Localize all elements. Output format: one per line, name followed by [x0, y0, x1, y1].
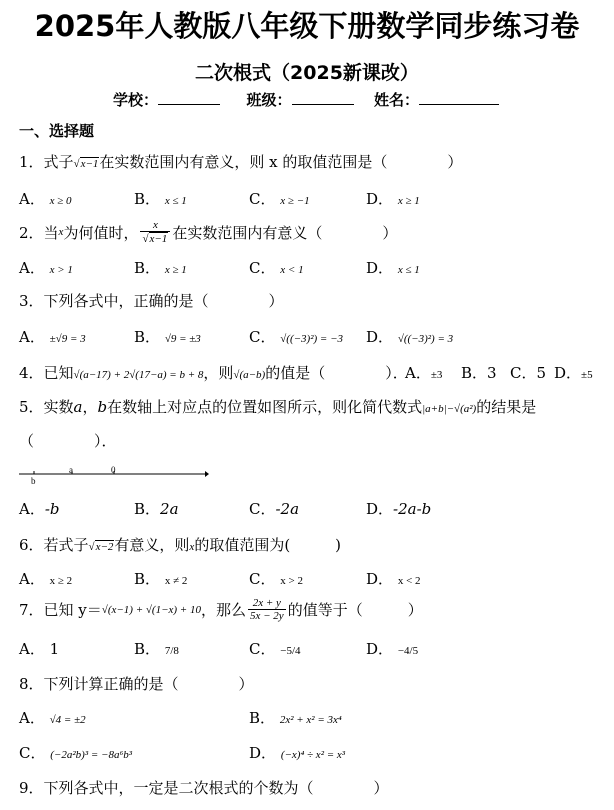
q5-option-a[interactable]: A．-b	[19, 500, 60, 518]
q5-option-c[interactable]: C．-2a	[249, 500, 300, 518]
q7-expression: √(x−1) + √(1−x) + 10	[101, 603, 201, 616]
q2-option-a[interactable]: A． x > 1	[19, 259, 73, 277]
q2-option-c[interactable]: C． x < 1	[249, 259, 304, 277]
q5-option-d[interactable]: D．-2a-b	[366, 500, 432, 518]
student-info-line	[113, 89, 499, 110]
question-9-stem: 9．下列各式中，一定是二次根式的个数为（ ）	[19, 779, 389, 797]
question-7-stem: 7．已知 y＝ √(x−1) + √(1−x) + 10 ，那么 $\frac{2x + y}{5x - 2y}$ 的值等于（ ）	[19, 597, 423, 622]
q6-option-c[interactable]: C． x > 2	[249, 570, 303, 588]
question-8-stem: 8．下列计算正确的是（ ）	[19, 675, 254, 693]
school-label: 学校：	[113, 91, 159, 109]
q6-option-a[interactable]: A． x ≥ 2	[19, 570, 73, 588]
q3-option-d[interactable]: D． √((−3)²) = 3	[366, 328, 454, 346]
q4-option-d[interactable]: D．±5	[554, 364, 593, 382]
q4-expression-2: √(a−b)	[233, 369, 266, 381]
class-blank[interactable]	[292, 90, 354, 105]
q7-option-a[interactable]: A． 1	[19, 640, 60, 658]
q8-option-b[interactable]: B． 2x² + x² = 3x⁴	[249, 709, 342, 727]
class-label: 班级：	[246, 91, 292, 109]
section-heading: 一、选择题	[19, 122, 95, 140]
axis-label-b: b	[31, 476, 36, 486]
q8-option-a[interactable]: A． √4 = ±2	[19, 709, 86, 727]
q7-option-b[interactable]: B． 7/8	[134, 640, 179, 658]
q2-var: x	[58, 226, 64, 238]
q3-option-a[interactable]: A． ±√9 = 3	[19, 328, 86, 346]
q4-option-b[interactable]: B．3	[461, 364, 497, 382]
q2-text-c: 在实数范围内有意义（ ）	[172, 223, 398, 242]
q3-option-c[interactable]: C． √((−3)²) = −3	[249, 328, 344, 346]
document-subtitle: 二次根式（2025新课改）	[195, 62, 419, 84]
q1-option-d[interactable]: D． x ≥ 1	[366, 190, 420, 208]
question-3-stem: 3．下列各式中，正确的是（ ）	[19, 292, 284, 310]
question-5-stem: 5．实数a，b在数轴上对应点的位置如图所示，则化简代数式|a+b|−√(a²)的结果是	[19, 398, 537, 416]
q2-fraction: $\frac{x}{√x-1}$	[140, 219, 170, 245]
question-5-stem-cont: （ ）．	[19, 432, 117, 450]
q8-option-c[interactable]: C． (−2a²b)³ = −8a⁶b³	[19, 744, 133, 762]
q3-option-b[interactable]: B． √9 = ±3	[134, 328, 201, 346]
number-line-arrow	[205, 471, 209, 477]
number-line-figure	[19, 466, 209, 488]
q5-option-b[interactable]: B．2a	[134, 500, 179, 518]
question-2-stem	[19, 219, 397, 245]
q7-fraction: $\frac{2x + y}{5x - 2y}$	[250, 597, 284, 622]
question-6-stem: 6．若式子√x−2有意义，则x的取值范围为( )	[19, 536, 342, 554]
q6-option-b[interactable]: B． x ≠ 2	[134, 570, 188, 588]
school-blank[interactable]	[158, 90, 220, 105]
q2-option-d[interactable]: D． x ≤ 1	[366, 259, 420, 277]
document-title: 2025年人教版八年级下册数学同步练习卷	[34, 9, 580, 43]
q6-option-d[interactable]: D． x < 2	[366, 570, 421, 588]
q2-text-b: 为何值时，	[63, 223, 139, 242]
question-1-stem	[19, 151, 462, 172]
q1-option-b[interactable]: B． x ≤ 1	[134, 190, 187, 208]
q1-text-a: 1．式子	[19, 153, 74, 171]
q7-option-c[interactable]: C． −5/4	[249, 640, 301, 658]
name-blank[interactable]	[419, 90, 499, 105]
q1-option-a[interactable]: A． x ≥ 0	[19, 190, 72, 208]
question-4-stem: 4．已知√(a−17) + 2√(17−a) = b + 8，则√(a−b)的值是（ ）．	[19, 364, 408, 382]
name-label: 姓名：	[373, 91, 419, 109]
q4-option-a[interactable]: A．±3	[405, 364, 443, 382]
axis-label-0: 0	[111, 466, 116, 475]
q4-option-c[interactable]: C．5	[510, 364, 547, 382]
q5-expression: |a+b|−√(a²)	[422, 403, 477, 415]
q2-text-a: 2．当	[19, 223, 59, 242]
q4-expression: √(a−17) + 2√(17−a) = b + 8	[73, 369, 204, 381]
q1-option-c[interactable]: C． x ≥ −1	[249, 190, 310, 208]
q7-option-d[interactable]: D． −4/5	[366, 640, 419, 658]
q1-text-b: 在实数范围内有意义，则 x 的取值范围是（ ）	[99, 153, 463, 171]
q6-radical: √x−2	[88, 541, 114, 553]
q1-radical: √x−1	[73, 158, 99, 170]
q8-option-d[interactable]: D． (−x)⁴ ÷ x² = x³	[249, 744, 346, 762]
q2-option-b[interactable]: B． x ≥ 1	[134, 259, 187, 277]
axis-label-a: a	[69, 466, 73, 475]
